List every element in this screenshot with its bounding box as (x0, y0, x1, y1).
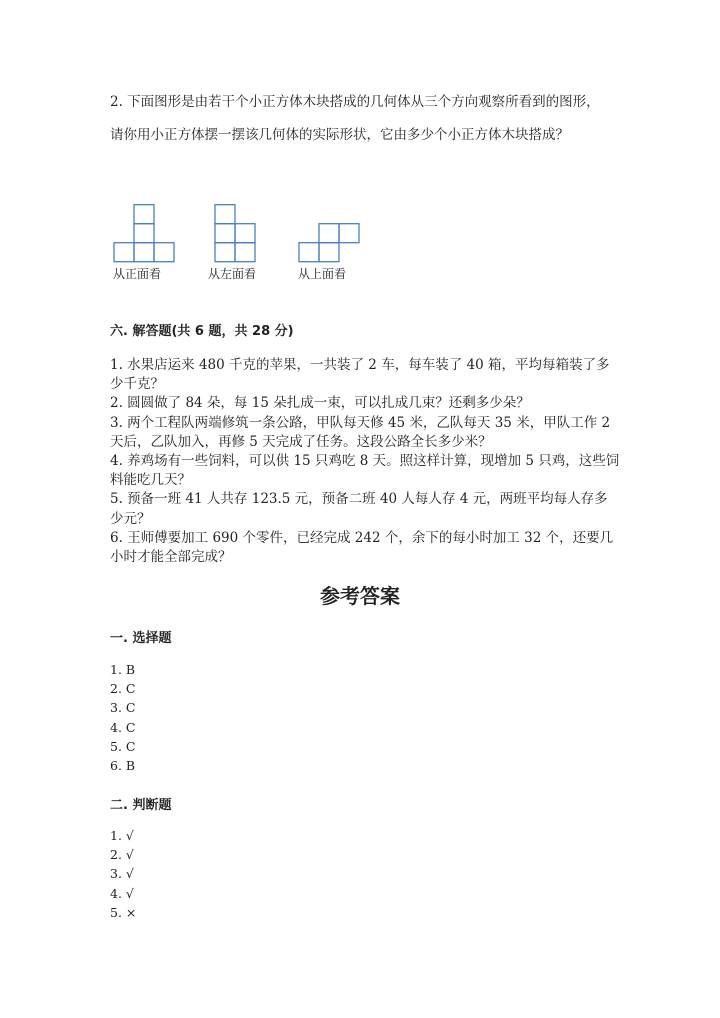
answer-key-title: 参考答案 (320, 584, 400, 608)
answer-item: 6. B (110, 758, 136, 774)
top-view-grid-icon (298, 223, 362, 265)
problem-item: 1. 水果店运来 480 千克的苹果，一共装了 2 车，每车装了 40 箱，平均每箱装了多少千克？ (110, 357, 610, 393)
answer-item: 2. √ (110, 847, 134, 863)
answer-item: 1. √ (110, 828, 134, 843)
problem-item: 5. 预备一班 41 人共存 123.5 元，预备二班 40 人每人存 4 元，两班平均每人存多少元？ (110, 491, 608, 527)
answer-item: 4. √ (110, 885, 134, 901)
answer-item: 2. C (110, 681, 136, 697)
section-6-title: 六. 解答题(共 6 题，共 28 分) (110, 324, 294, 339)
choice-section-title: 一. 选择题 (110, 631, 172, 646)
front-view-label: 从正面看 (113, 267, 162, 281)
answer-item: 1. B (110, 662, 136, 677)
answer-item: 5. × (110, 904, 137, 920)
answer-item: 4. C (110, 719, 136, 735)
problem-item: 3. 两个工程队两端修筑一条公路，甲队每天修 45 米，乙队每天 35 米，甲队工作 2 天后，乙队加入，再修 5 天完成了任务。这段公路全长多少米？ (110, 414, 611, 450)
top-view-label: 从上面看 (298, 267, 347, 281)
front-view-grid-icon (113, 204, 177, 264)
answer-item: 5. C (110, 738, 136, 754)
judge-section-title: 二. 判断题 (110, 798, 172, 813)
problem-item: 4. 养鸡场有一些饲料，可以供 15 只鸡吃 8 天。照这样计算，现增加 5 只鸡，这些饲料能吃几天？ (110, 453, 620, 489)
judge-answer-list (110, 826, 136, 922)
answer-item: 3. √ (110, 866, 134, 882)
choice-answer-list (110, 660, 135, 775)
answer-item: 3. C (110, 700, 136, 716)
problem-item: 6. 王师傅要加工 690 个零件，已经完成 242 个，余下的每小时加工 32 个，还要几小时才能全部完成？ (110, 529, 614, 566)
problem-item: 2. 圆圆做了 84 朵，每 15 朵扎成一束，可以扎成几束？还剩多少朵？ (110, 395, 530, 412)
left-view-grid-icon (214, 204, 260, 264)
left-view-label: 从左面看 (208, 267, 257, 281)
question-2-text: 2. 下面图形是由若干个小正方体木块搭成的几何体从三个方向观察所看到的图形，请你用小正方体摆一摆该几何体的实际形状，它由多少个小正方体木块搭成？ (110, 94, 600, 143)
problem-list (110, 356, 620, 567)
three-view-figures (110, 198, 370, 288)
